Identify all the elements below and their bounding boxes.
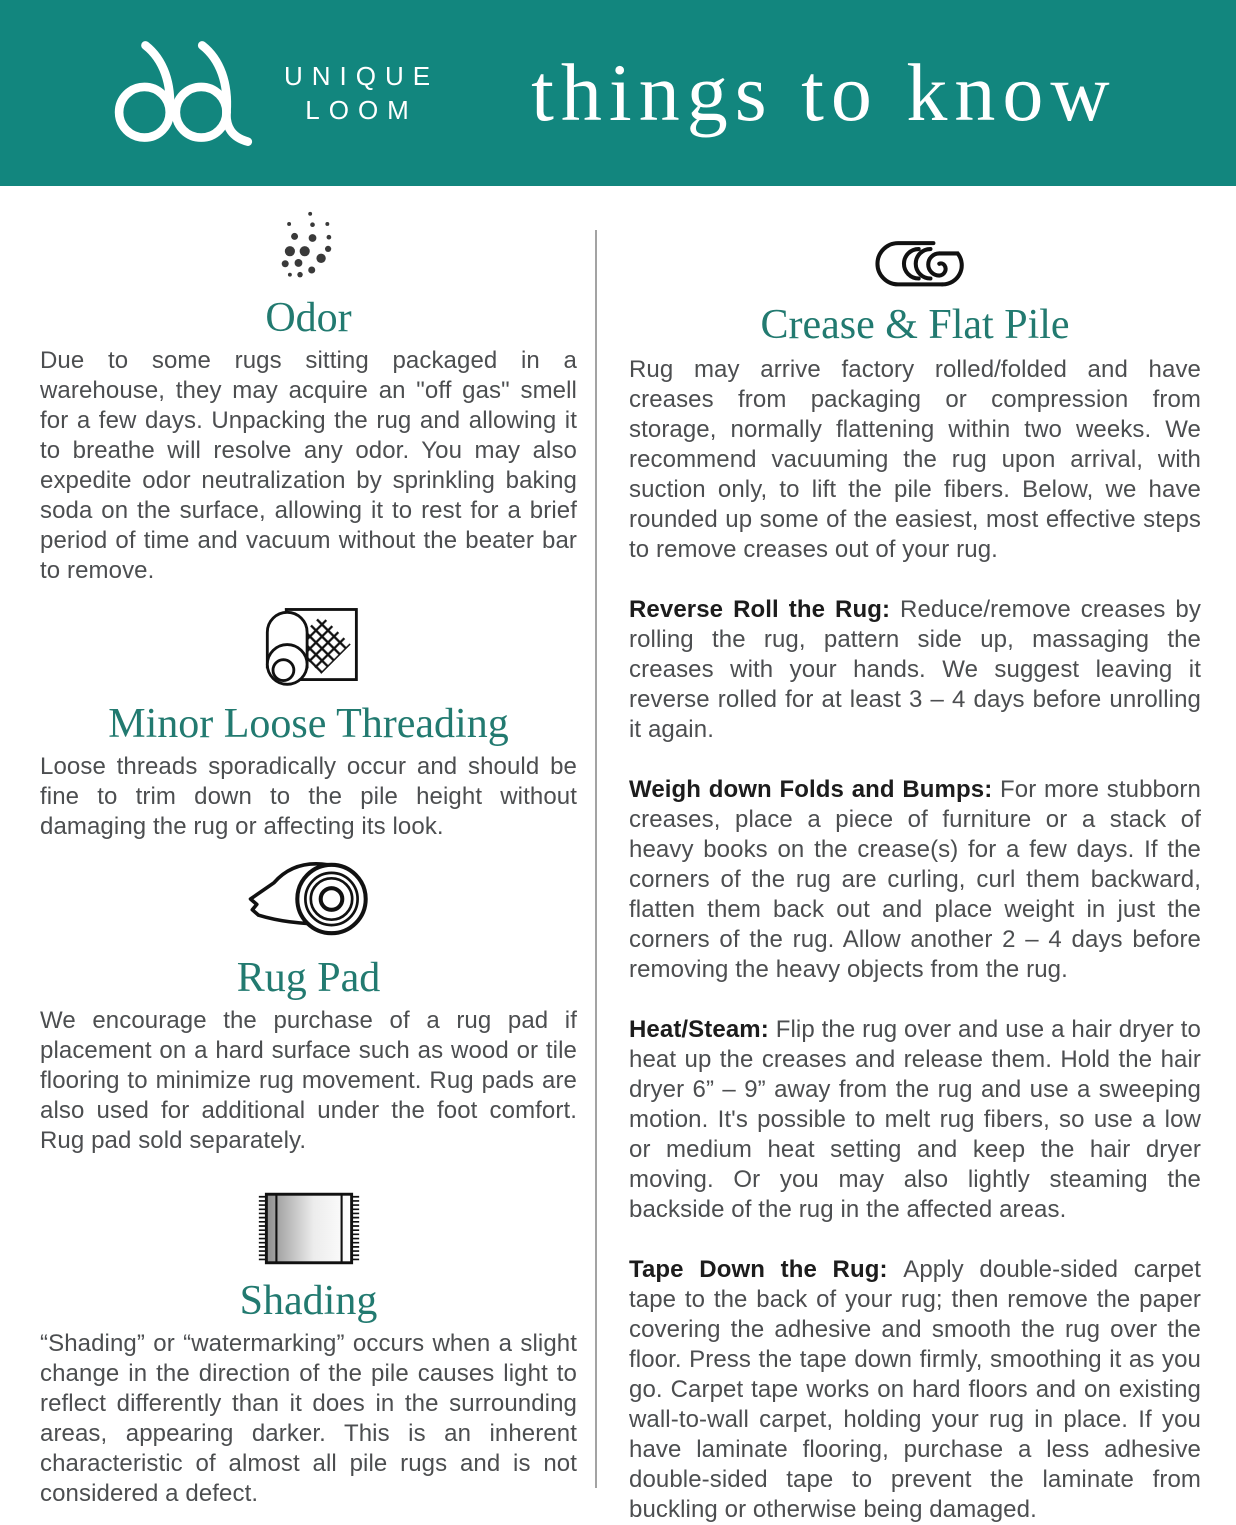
main-content [0, 186, 1236, 1525]
rolled-rug-spiral-icon [629, 238, 1201, 291]
unique-loom-logo-icon [112, 37, 264, 149]
section-odor [40, 206, 577, 586]
right-column [629, 186, 1201, 1525]
tip-text-reverse-roll: Reduce/remove creases by rolling the rug, pattern side up, massaging the creases with your hands. We suggest leaving it reverse rolled for at least 3 – 4 days before unrolling it again. [629, 596, 1201, 743]
tip-heat-steam [629, 1015, 1201, 1225]
section-body-shading: “Shading” or “watermarking” occurs when a slight change in the direction of the pile causes light to reflect differently than it does in the surrounding areas, appearing darker. This is an inherent characteristic of almost all pile rugs and is not considered a defect. [40, 1330, 577, 1507]
section-body-crease-intro: Rug may arrive factory rolled/folded and have creases from packaging or compression from storage, normally flattening within two weeks. We recommend vacuuming the rug upon arrival, with suction only, to lift the pile fibers. Below, we have rounded up some of the easiest, most effective steps to remove creases out of your rug. [629, 356, 1201, 563]
column-divider [595, 230, 597, 1488]
tip-label-tape-down: Tape Down the Rug: [629, 1256, 888, 1283]
section-heading-shading: Shading [239, 1278, 378, 1324]
rolled-rug-crosshatch-icon [40, 600, 577, 690]
rug-pad-roll-icon [40, 854, 577, 944]
tip-label-reverse-roll: Reverse Roll the Rug: [629, 596, 891, 623]
tip-text-heat-steam: Flip the rug over and use a hair dryer to heat up the creases and release them. Hold the hair dryer 6” – 9” away from the rug and use a sweeping motion. It's possible to melt rug fibers, so use a low or medium heat setting and keep the hair dryer moving. Or you may also lightly steaming the backside of the rug in the affected areas. [629, 1016, 1201, 1223]
tip-reverse-roll [629, 595, 1201, 745]
page-title: things to know [531, 47, 1117, 138]
odor-dots-icon [40, 206, 577, 284]
brand-line-2: LOOM [305, 95, 418, 125]
section-crease-flat-pile [629, 238, 1201, 1525]
brand-name [284, 59, 439, 128]
section-body-loose-threading: Loose threads sporadically occur and should be fine to trim down to the pile height without damaging the rug or affecting its look. [40, 753, 577, 840]
left-column [40, 186, 577, 1525]
header-banner [0, 0, 1236, 186]
tip-weigh-down [629, 775, 1201, 985]
brand-block [112, 37, 439, 149]
tip-text-weigh-down: For more stubborn creases, place a piece of furniture or a stack of heavy books on the crease(s) for a few days. If the corners of the rug are curling, curl them backward, flatten them back out and place weight in just the corners of the rug. Allow another 2 – 4 days before removing the heavy objects from the rug. [629, 776, 1201, 983]
shaded-rug-icon [40, 1190, 577, 1267]
section-body-odor: Due to some rugs sitting packaged in a warehouse, they may acquire an "off gas" smell for a few days. Unpacking the rug and allowing it to breathe will resolve any odor. You may also expedite odor neutralization by sprinkling baking soda on the surface, allowing it to rest for a brief period of time and vacuum without the beater bar to remove. [40, 347, 577, 584]
tip-text-tape-down: Apply double-sided carpet tape to the back of your rug; then remove the paper covering the adhesive and smooth the rug over the floor. Press the tape down firmly, smoothing it as you go. Carpet tape works on hard floors and on existing wall-to-wall carpet, holding your rug in place. If you have laminate flooring, purchase a less adhesive double-sided tape to prevent the laminate from buckling or otherwise being damaged. [629, 1256, 1201, 1523]
tip-label-weigh-down: Weigh down Folds and Bumps: [629, 776, 993, 803]
section-shading [40, 1190, 577, 1509]
section-heading-loose-threading: Minor Loose Threading [108, 701, 509, 747]
tip-label-heat-steam: Heat/Steam: [629, 1016, 769, 1043]
section-heading-odor: Odor [265, 295, 352, 341]
section-body-rug-pad: We encourage the purchase of a rug pad if placement on a hard surface such as wood or tile flooring to minimize rug movement. Rug pads are also used for additional under the foot comfort. Rug pad sold separately. [40, 1007, 577, 1154]
section-heading-crease: Crease & Flat Pile [760, 302, 1070, 348]
brand-line-1: UNIQUE [284, 60, 440, 91]
section-rug-pad [40, 854, 577, 1156]
section-heading-rug-pad: Rug Pad [236, 955, 381, 1001]
section-loose-threading [40, 600, 577, 842]
tip-tape-down [629, 1255, 1201, 1525]
